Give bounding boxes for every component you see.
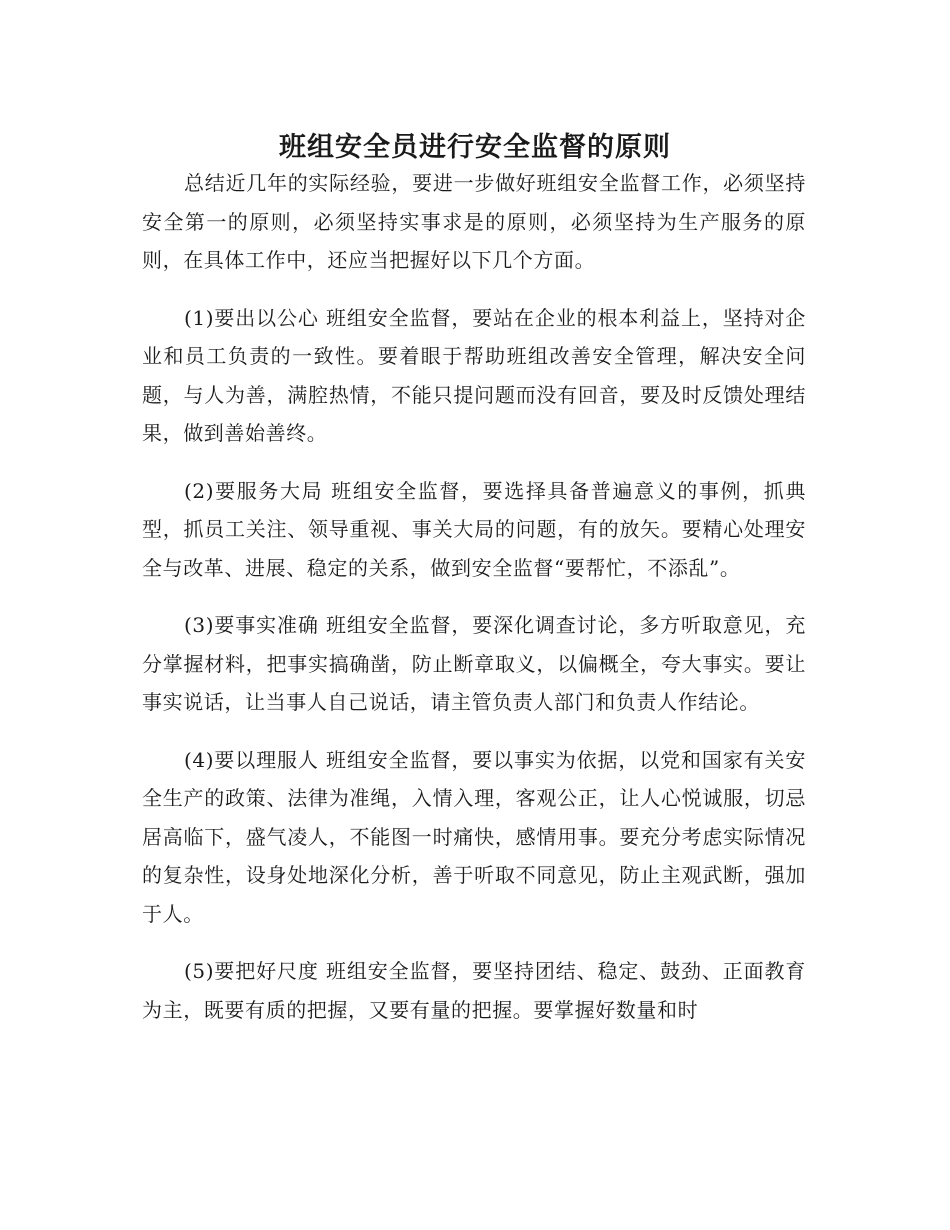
point-2-paragraph: (2)要服务大局 班组安全监督，要选择具备普遍意义的事例，抓典型，抓员工关注、领导重视、事关大局的问题，有的放矢。要精心处理安全与改革、进展、稳定的关系，做到安全监督“要帮忙，不添乱”。 — [142, 478, 806, 580]
document-body — [142, 164, 806, 1048]
document-title: 班组安全员进行安全监督的原则 — [279, 132, 671, 164]
point-3-paragraph: (3)要事实准确 班组安全监督，要深化调查讨论，多方听取意见，充分掌握材料，把事实搞确凿，防止断章取义，以偏概全，夸大事实。要让事实说话，让当事人自己说话，请主管负责人部门和负责人作结论。 — [142, 613, 806, 714]
point-1-paragraph: (1)要出以公心 班组安全监督，要站在企业的根本利益上，坚持对企业和员工负责的一致性。要着眼于帮助班组改善安全管理，解决安全问题，与人为善，满腔热情，不能只提问题而没有回音，要及时反馈处理结果，做到善始善终。 — [142, 305, 806, 445]
point-5-paragraph: (5)要把好尺度 班组安全监督，要坚持团结、稳定、鼓劲、正面教育为主，既要有质的把握，又要有量的把握。要掌握好数量和时 — [142, 959, 806, 1022]
intro-paragraph: 总结近几年的实际经验，要进一步做好班组安全监督工作，必须坚持安全第一的原则，必须坚持实事求是的原则，必须坚持为生产服务的原则，在具体工作中，还应当把握好以下几个方面。 — [142, 171, 806, 272]
point-4-paragraph: (4)要以理服人 班组安全监督，要以事实为依据，以党和国家有关安全生产的政策、法律为准绳，入情入理，客观公正，让人心悦诚服，切忌居高临下，盛气凌人，不能图一时痛快，感情用事。要充分考虑实际情况的复杂性，设身处地深化分析，善于听取不同意见，防止主观武断，强加于人。 — [142, 747, 806, 926]
